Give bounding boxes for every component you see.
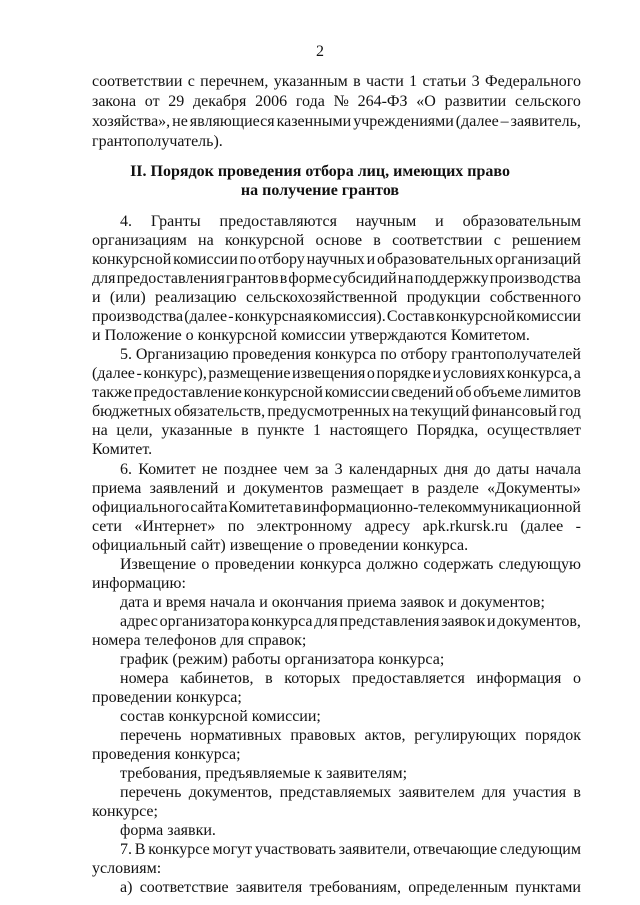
text-line: закона от 29 декабря 2006 года № 264-ФЗ «О развитии сельского <box>92 93 581 110</box>
text-line: 5. Организацию проведения конкурса по отбору грантополучателей <box>120 346 581 363</box>
text-line: 6. Комитет не позднее чем за 3 календарных дня до даты начала <box>120 461 581 478</box>
list-item: перечень документов, представляемых заявителем для участия в <box>120 784 581 801</box>
text-line: соответствии с перечнем, указанным в части 1 статьи 3 Федерального <box>92 73 581 90</box>
list-item: адрес организатора конкурса для представления заявок и документов, <box>120 613 581 630</box>
list-item: график (режим) работы организатора конкурса; <box>120 651 445 668</box>
text-line: сети «Интернет» по электронному адресу apk.rkursk.ru (далее - <box>92 518 581 535</box>
text-line: 4. Гранты предоставляются научным и образовательным <box>120 213 581 230</box>
list-item: состав конкурсной комиссии; <box>120 708 321 725</box>
text-line: официального сайта Комитета в информационно-телекоммуникационной <box>92 499 581 516</box>
page-number: 2 <box>316 43 324 60</box>
text-line: конкурсе; <box>92 803 158 820</box>
list-item: требования, предъявляемые к заявителям; <box>120 765 408 782</box>
text-line: номера телефонов для справок; <box>92 632 307 649</box>
text-line: официальный сайт) извещение о проведении конкурса. <box>92 537 469 554</box>
section-heading-line-2: на получение грантов <box>240 182 400 199</box>
text-line: и (или) реализацию сельскохозяйственной продукции собственного <box>92 289 581 306</box>
list-item: дата и время начала и окончания приема заявок и документов; <box>120 594 545 611</box>
text-line: Комитет. <box>92 441 153 458</box>
text-line: хозяйства», не являющиеся казенными учреждениями (далее – заявитель, <box>92 113 581 130</box>
text-line: условиям: <box>92 860 162 877</box>
text-line: также предоставление конкурсной комиссии сведений об объеме лимитов <box>92 384 581 401</box>
text-line: а) соответствие заявителя требованиям, определенным пунктами <box>120 879 581 896</box>
text-line: Извещение о проведении конкурса должно содержать следующую <box>120 556 581 573</box>
text-line: бюджетных обязательств, предусмотренных на текущий финансовый год <box>92 403 581 420</box>
text-line: производства (далее - конкурсная комиссия). Состав конкурсной комиссии <box>92 308 581 325</box>
text-line: 7. В конкурсе могут участвовать заявители, отвечающие следующим <box>120 841 581 858</box>
text-line: приема заявлений и документов размещает в разделе «Документы» <box>92 480 581 497</box>
text-line: информацию: <box>92 575 186 592</box>
section-heading-line-1: II. Порядок проведения отбора лиц, имеющих право <box>130 163 510 180</box>
list-item: перечень нормативных правовых актов, регулирующих порядок <box>120 727 581 744</box>
text-line: грантополучатель). <box>92 133 223 150</box>
text-line: проведении конкурса; <box>92 689 242 706</box>
text-line: проведения конкурса; <box>92 746 241 763</box>
text-line: (далее - конкурс), размещение извещения о порядке и условиях конкурса, а <box>92 365 581 382</box>
list-item: номера кабинетов, в которых предоставляется информация о <box>120 670 581 687</box>
list-item: форма заявки. <box>120 822 216 839</box>
text-line: на цели, указанные в пункте 1 настоящего Порядка, осуществляет <box>92 422 581 439</box>
text-line: и Положение о конкурсной комиссии утверждаются Комитетом. <box>92 327 530 344</box>
text-line: конкурсной комиссии по отбору научных и образовательных организаций <box>92 251 581 268</box>
text-line: для предоставления грантов в форме субсидий на поддержку производства <box>92 270 581 287</box>
text-line: организациям на конкурсной основе в соответствии с решением <box>92 232 581 249</box>
